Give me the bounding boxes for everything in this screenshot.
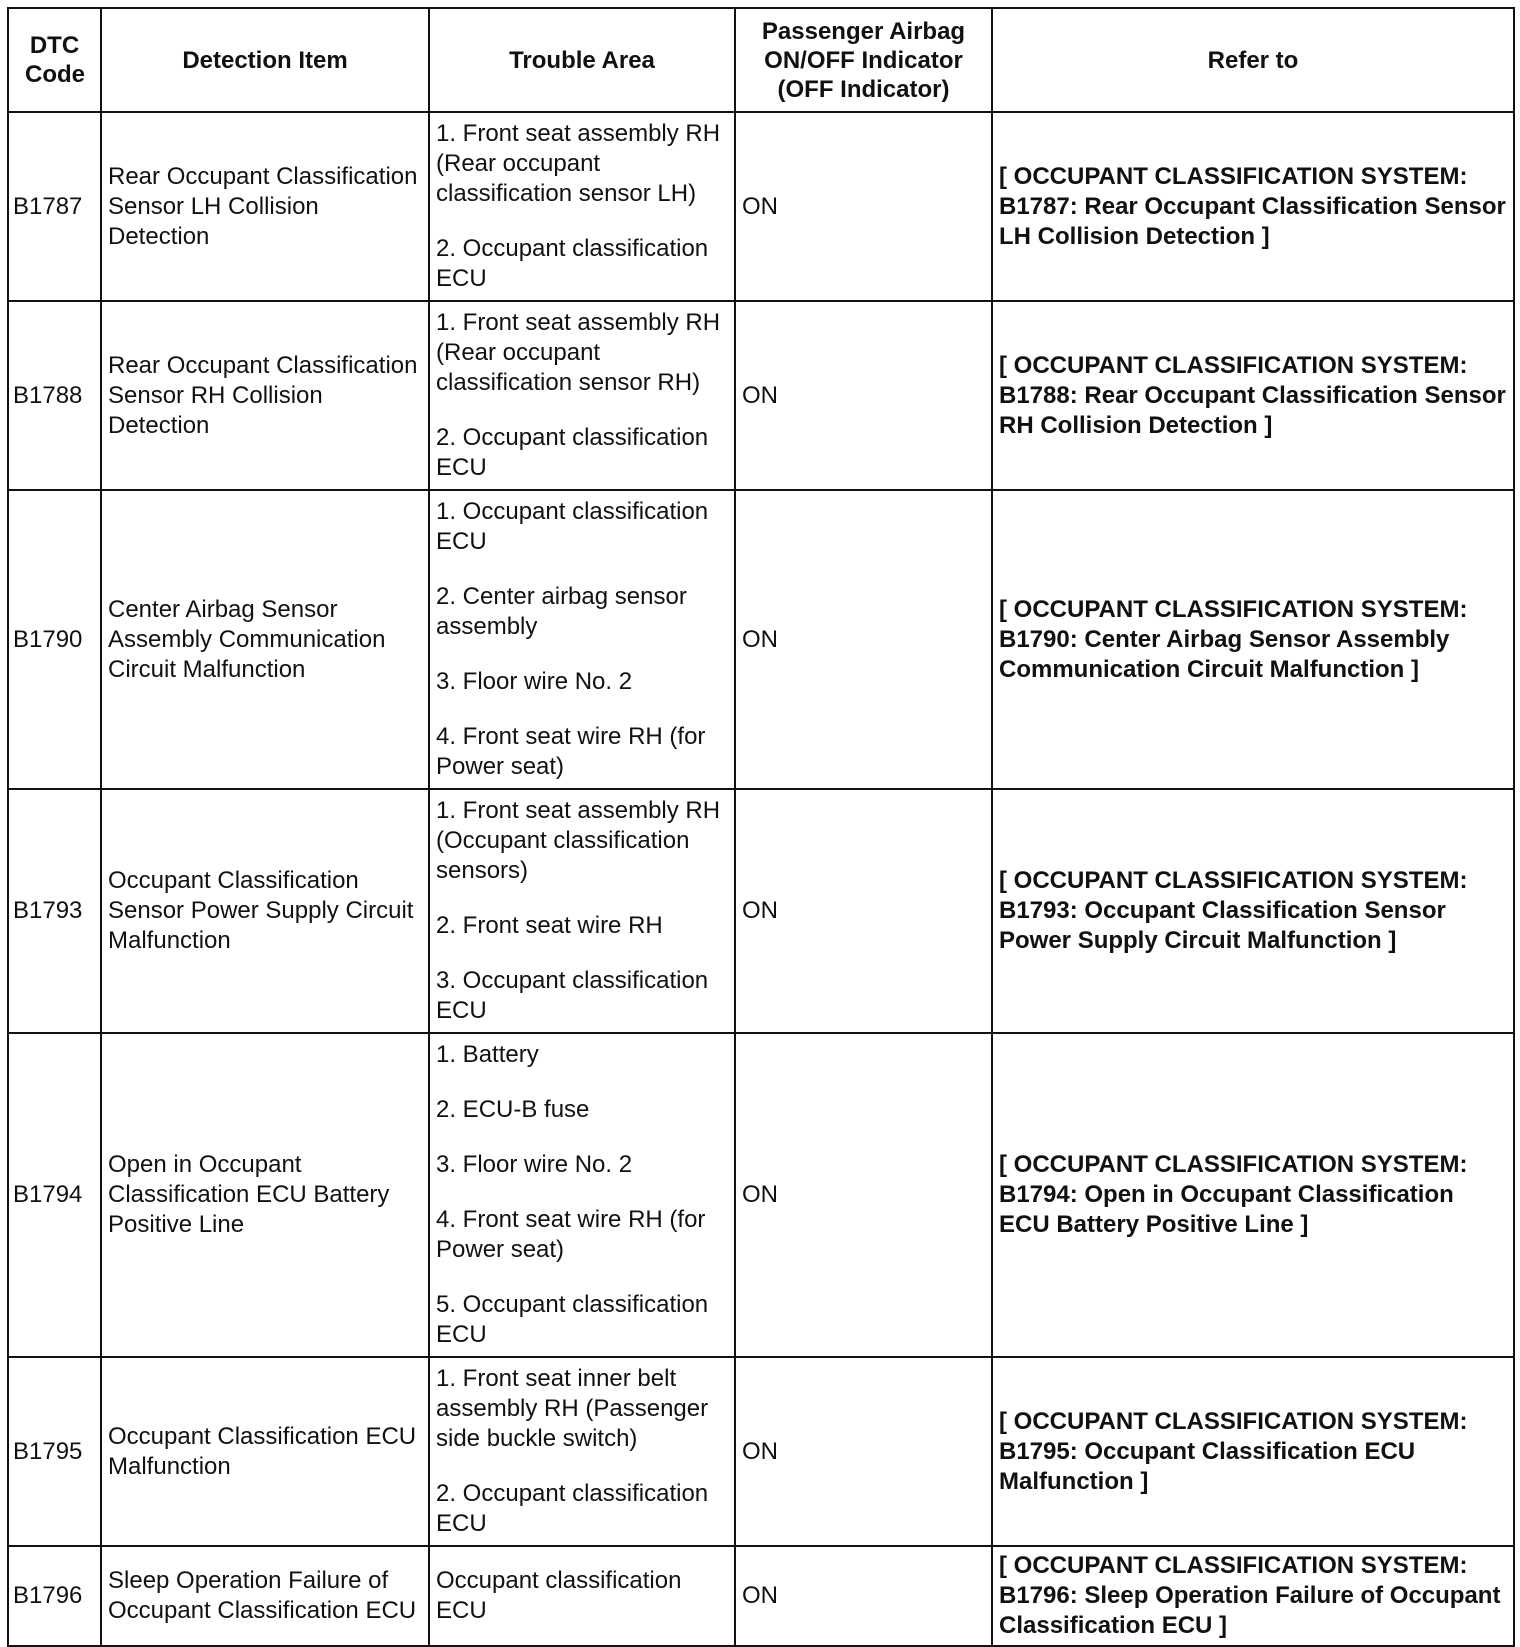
trouble-area-cell <box>429 1357 735 1546</box>
refer-to-cell: [ OCCUPANT CLASSIFICATION SYSTEM: B1787: Rear Occupant Classification Sensor LH Collision Detection ] <box>992 112 1514 301</box>
dtc-code-cell: B1795 <box>8 1357 101 1546</box>
refer-to-cell: [ OCCUPANT CLASSIFICATION SYSTEM: B1796: Sleep Operation Failure of Occupant Classification ECU ] <box>992 1546 1514 1646</box>
table-row <box>8 112 1514 301</box>
indicator-cell: ON <box>735 1546 992 1646</box>
table-row <box>8 1033 1514 1357</box>
trouble-area-cell <box>429 1033 735 1357</box>
header-refer-to: Refer to <box>992 8 1514 112</box>
trouble-area-item: 1. Front seat inner belt assembly RH (Passenger side buckle switch) <box>436 1365 709 1452</box>
dtc-code-cell: B1794 <box>8 1033 101 1357</box>
indicator-cell: ON <box>735 112 992 301</box>
trouble-area-item: 2. Occupant classification ECU <box>436 424 709 481</box>
trouble-area-item: 2. Occupant classification ECU <box>436 235 709 292</box>
header-indicator: Passenger Airbag ON/OFF Indicator (OFF Indicator) <box>735 8 992 112</box>
dtc-code-cell: B1788 <box>8 301 101 490</box>
detection-item-cell: Sleep Operation Failure of Occupant Classification ECU <box>101 1546 429 1646</box>
detection-item-cell: Occupant Classification Sensor Power Supply Circuit Malfunction <box>101 789 429 1033</box>
indicator-cell: ON <box>735 301 992 490</box>
refer-to-cell: [ OCCUPANT CLASSIFICATION SYSTEM: B1788: Rear Occupant Classification Sensor RH Collision Detection ] <box>992 301 1514 490</box>
table-row <box>8 1357 1514 1546</box>
trouble-area-cell <box>429 490 735 789</box>
indicator-cell: ON <box>735 789 992 1033</box>
header-row <box>8 8 1514 112</box>
refer-to-cell: [ OCCUPANT CLASSIFICATION SYSTEM: B1795: Occupant Classification ECU Malfunction ] <box>992 1357 1514 1546</box>
header-detection-item: Detection Item <box>101 8 429 112</box>
detection-item-cell: Open in Occupant Classification ECU Battery Positive Line <box>101 1033 429 1357</box>
table-row <box>8 301 1514 490</box>
dtc-code-cell: B1790 <box>8 490 101 789</box>
dtc-code-cell: B1787 <box>8 112 101 301</box>
detection-item-cell: Occupant Classification ECU Malfunction <box>101 1357 429 1546</box>
detection-item-cell: Rear Occupant Classification Sensor RH Collision Detection <box>101 301 429 490</box>
detection-item-cell: Rear Occupant Classification Sensor LH Collision Detection <box>101 112 429 301</box>
table-row <box>8 789 1514 1033</box>
trouble-area-item: Occupant classification ECU <box>436 1567 682 1624</box>
trouble-area-item: 4. Front seat wire RH (for Power seat) <box>436 723 706 780</box>
trouble-area-item: 2. ECU-B fuse <box>436 1096 590 1123</box>
indicator-cell: ON <box>735 1357 992 1546</box>
trouble-area-item: 1. Front seat assembly RH (Occupant classification sensors) <box>436 797 721 884</box>
trouble-area-item: 4. Front seat wire RH (for Power seat) <box>436 1206 706 1263</box>
trouble-area-cell <box>429 112 735 301</box>
dtc-table <box>7 7 1515 1647</box>
trouble-area-item: 2. Front seat wire RH <box>436 912 663 939</box>
trouble-area-item: 3. Floor wire No. 2 <box>436 668 633 695</box>
header-dtc-code: DTC Code <box>8 8 101 112</box>
trouble-area-cell <box>429 789 735 1033</box>
refer-to-cell: [ OCCUPANT CLASSIFICATION SYSTEM: B1790: Center Airbag Sensor Assembly Communication Circuit Malfunction ] <box>992 490 1514 789</box>
trouble-area-cell <box>429 1546 735 1646</box>
dtc-code-cell: B1796 <box>8 1546 101 1646</box>
trouble-area-item: 3. Occupant classification ECU <box>436 967 709 1024</box>
trouble-area-item: 3. Floor wire No. 2 <box>436 1151 633 1178</box>
trouble-area-cell <box>429 301 735 490</box>
dtc-code-cell: B1793 <box>8 789 101 1033</box>
trouble-area-item: 1. Occupant classification ECU <box>436 498 709 555</box>
trouble-area-item: 5. Occupant classification ECU <box>436 1291 709 1348</box>
header-trouble-area: Trouble Area <box>429 8 735 112</box>
indicator-cell: ON <box>735 1033 992 1357</box>
table-body <box>8 112 1514 1646</box>
refer-to-cell: [ OCCUPANT CLASSIFICATION SYSTEM: B1794: Open in Occupant Classification ECU Battery Positive Line ] <box>992 1033 1514 1357</box>
refer-to-cell: [ OCCUPANT CLASSIFICATION SYSTEM: B1793: Occupant Classification Sensor Power Supply Circuit Malfunction ] <box>992 789 1514 1033</box>
table-row <box>8 490 1514 789</box>
indicator-cell: ON <box>735 490 992 789</box>
detection-item-cell: Center Airbag Sensor Assembly Communication Circuit Malfunction <box>101 490 429 789</box>
trouble-area-item: 1. Front seat assembly RH (Rear occupant classification sensor LH) <box>436 120 721 207</box>
trouble-area-item: 2. Occupant classification ECU <box>436 1480 709 1537</box>
trouble-area-item: 2. Center airbag sensor assembly <box>436 583 687 640</box>
trouble-area-item: 1. Battery <box>436 1041 539 1068</box>
trouble-area-item: 1. Front seat assembly RH (Rear occupant classification sensor RH) <box>436 309 721 396</box>
table-row <box>8 1546 1514 1646</box>
